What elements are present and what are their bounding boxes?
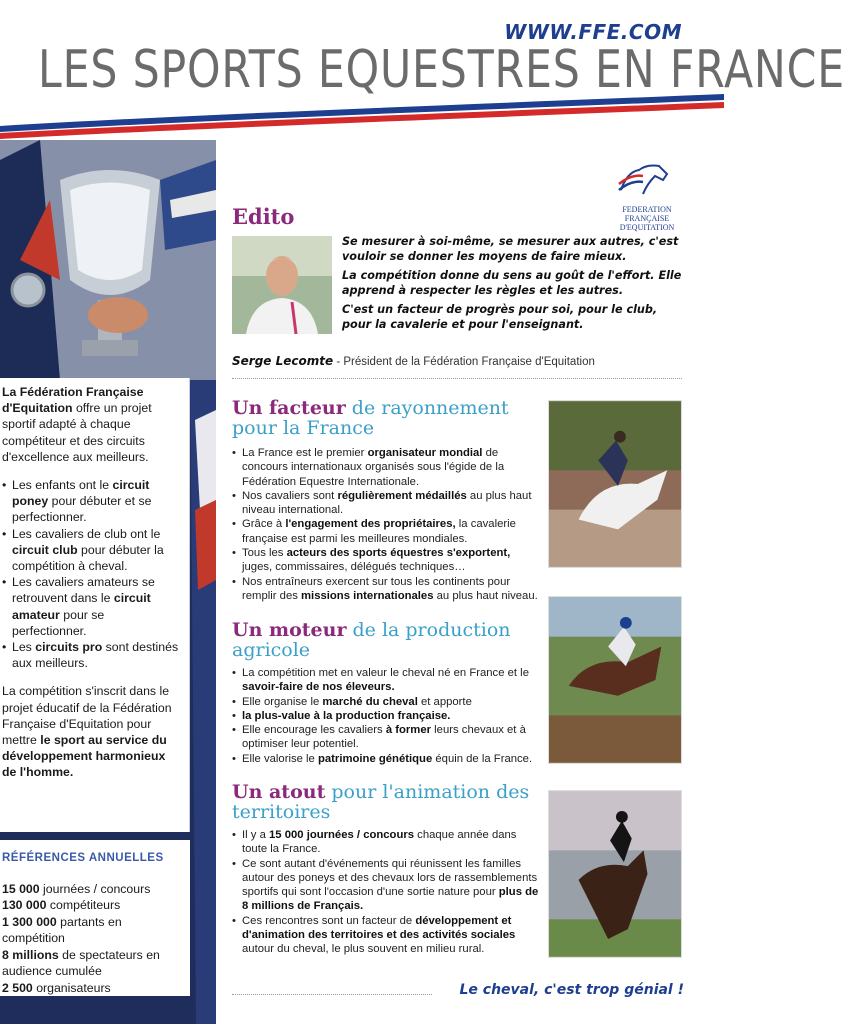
list-item: • Il y a 15 000 journées / concours chaque année dans toute la France. [232, 828, 542, 857]
list-item: • Nos entraîneurs exercent sur tous les continents pour remplir des missions internationales au plus haut niveau. [232, 575, 542, 604]
list-item: • Les cavaliers amateurs se retrouvent dans le circuit amateur pour se perfectionner. [2, 574, 181, 639]
reference-line: 2 500 organisateurs [2, 980, 111, 995]
section-rayonnement-list [232, 446, 542, 603]
section-title-production: Un moteur de la production agricole [232, 619, 511, 661]
annual-references-box [0, 840, 190, 996]
dressage-photo [548, 790, 682, 958]
list-item: • Elle encourage les cavaliers à former leurs chevaux et à optimiser leur potentiel. [232, 723, 542, 752]
list-item: • Ce sont autant d'événements qui réunissent les familles autour des poneys et des chevaux lors de rassemblements sportifs qui sont l'occasion d'une sortie nature pour plus de 8 millions de Français. [232, 857, 542, 914]
section-title-rayonnement: Un facteur de rayonnement pour la France [232, 397, 509, 439]
slogan: Le cheval, c'est trop génial ! [459, 982, 684, 998]
footer-divider [232, 994, 432, 995]
list-item: • La France est le premier organisateur mondial de concours internationaux organisés sous l'égide de la Fédération Equestre Internationale. [232, 446, 542, 489]
list-item: • Elle organise le marché du cheval et apporte [232, 695, 542, 709]
section-title-territoires: Un atout pour l'animation des territoires [232, 781, 530, 823]
list-item: • Les cavaliers de club ont le circuit club pour débuter la compétition à cheval. [2, 526, 181, 575]
horse-head-logo-icon [617, 160, 677, 200]
website-url[interactable]: WWW.FFE.COM [504, 20, 682, 44]
list-item: • La compétition met en valeur le cheval né en France et le savoir-faire de nos éleveurs. [232, 666, 542, 695]
reference-line: 1 300 000 partants en compétition [2, 914, 122, 945]
list-item: • Nos cavaliers sont régulièrement médaillés au plus haut niveau international. [232, 489, 542, 518]
edito-title: Edito [232, 204, 295, 229]
list-item: • Les circuits pro sont destinés aux meilleurs. [2, 639, 181, 671]
reference-line: 15 000 journées / concours [2, 881, 151, 896]
list-item: • Ces rencontres sont un facteur de développement et d'animation des territoires et des activités sociales autour du cheval, le plus souvent en milieu rural. [232, 914, 542, 957]
list-item: • Grâce à l'engagement des propriétaires, la cavalerie française est parmi les meilleures mondiales. [232, 517, 542, 546]
references-title: RÉFÉRENCES ANNUELLES [2, 852, 164, 864]
show-jumping-photo [548, 400, 682, 568]
sidebar-intro: La Fédération Française d'Equitation offre un projet sportif adapté à chaque compétiteur et des circuits d'excellence aux meilleurs. [2, 385, 152, 464]
federation-info-box [0, 378, 190, 832]
list-item: • Elle valorise le patrimoine génétique équin de la France. [232, 752, 542, 766]
list-item: • Les enfants ont le circuit poney pour débuter et se perfectionner. [2, 477, 181, 526]
edito-signature: Serge Lecomte - Président de la Fédération Française d'Equitation [232, 354, 595, 368]
reference-line: 130 000 compétiteurs [2, 898, 121, 912]
page-title: LES SPORTS EQUESTRES EN FRANCE [38, 40, 845, 100]
reference-line: 8 millions de spectateurs en audience cumulée [2, 947, 160, 978]
list-item: • Tous les acteurs des sports équestres s'exportent, juges, commissaires, délégués techniques… [232, 546, 542, 575]
sidebar-outro: La compétition s'inscrit dans le projet éducatif de la Fédération Française d'Equitation pour mettre le sport au service du développement harmonieux de l'homme. [2, 684, 172, 780]
trophy-photo [0, 140, 216, 380]
ffe-logo: FEDERATION FRANÇAISE D'EQUITATION [604, 160, 690, 232]
tricolor-swoosh [0, 86, 724, 146]
president-portrait [232, 236, 332, 334]
list-item: • la plus-value à la production française. [232, 709, 542, 723]
section-production-list [232, 666, 542, 766]
divider [232, 378, 682, 379]
cross-country-photo [548, 596, 682, 764]
edito-text: Se mesurer à soi-même, se mesurer aux autres, c'est vouloir se donner les moyens de faire mieux. La compétition donne du sens au goût de l'effort. Elle apprend à respecter les règles et les autres. C'est un facteur de progrès pour soi, pour le club, pour la cavalerie et pour l'enseignant. [342, 235, 682, 332]
circuit-list [2, 477, 181, 671]
section-territoires-list [232, 828, 542, 957]
